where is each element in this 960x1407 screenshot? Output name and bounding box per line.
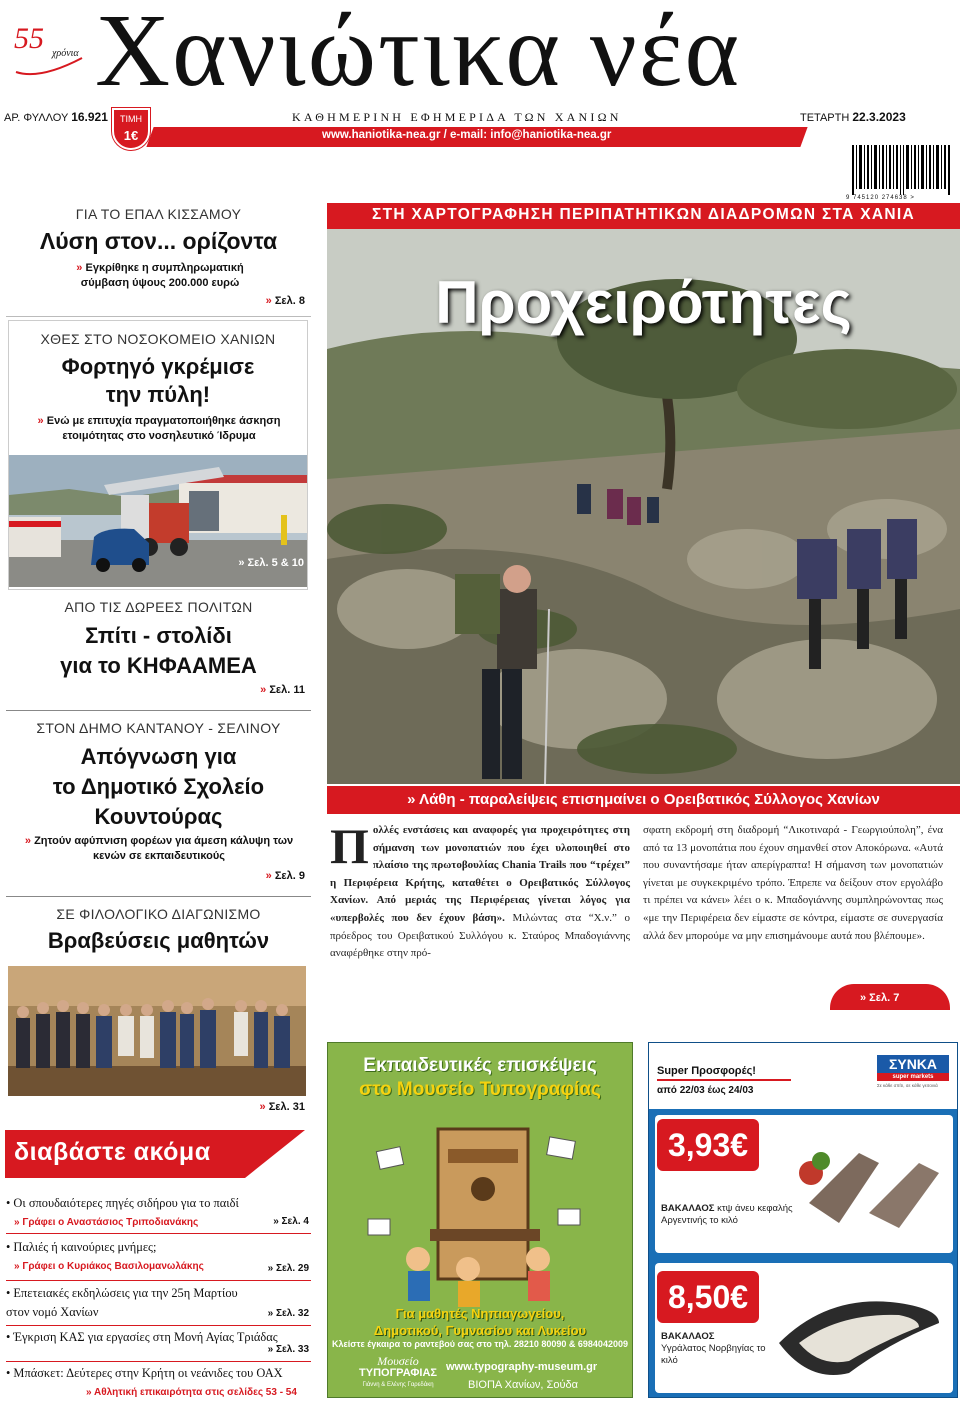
lead-kicker: ΣΤΗ ΧΑΡΤΟΓΡΑΦΗΣΗ ΠΕΡΙΠΑΤΗΤΙΚΩΝ ΔΙΑΔΡΟΜΩΝ ΣΤΑ ΧΑΝΙΑ — [371, 206, 915, 223]
museum-logo: Μουσείο ΤΥΠΟΓΡΑΦΙΑΣ Γιάννη & Ελένης Γαρεδάκη — [359, 1354, 437, 1388]
read-more-item[interactable] — [6, 1364, 311, 1404]
synka-ad-header-rule — [657, 1079, 791, 1081]
read-more-item[interactable] — [6, 1194, 311, 1234]
anniversary-number: 55 — [14, 22, 44, 55]
story-sub: » Εγκρίθηκε η συμπληρωματική σύμβαση ύψους 200.000 ευρώ — [76, 262, 244, 289]
museum-ad-url[interactable]: www.typography-museum.gr — [446, 1361, 598, 1373]
printing-press-illustration — [358, 1109, 604, 1309]
lead-headline[interactable]: Προχειρότητες — [435, 269, 852, 336]
museum-ad-contact: Κλείστε έγκαιρα το ραντεβού σας στο τηλ. 28210 80090 & 6984042009 — [332, 1339, 628, 1349]
synka-ad-dates: από 22/03 έως 24/03 — [657, 1085, 754, 1096]
offer-price: 8,50€ — [657, 1271, 759, 1323]
divider — [6, 316, 311, 317]
students-award-photo — [8, 966, 306, 1096]
story-kicker: ΓΙΑ ΤΟ ΕΠΑΛ ΚΙΣΣΑΜΟΥ — [75, 206, 242, 222]
issue-label: ΑΡ. ΦΥΛΛΟΥ — [4, 112, 69, 124]
lead-dropcap: Π — [330, 818, 369, 874]
issue-date — [800, 110, 906, 124]
read-more-banner-tip — [245, 1130, 305, 1178]
story-headline[interactable]: Λύση στον... ορίζοντα — [39, 228, 278, 254]
read-more-text: • Μπάσκετ: Δεύτερες στην Κρήτη οι νεάνιδες του ΟΑΧ — [6, 1366, 283, 1380]
read-more-page: » Σελ. 32 — [267, 1308, 309, 1319]
museum-ad[interactable] — [327, 1042, 633, 1398]
story-headline[interactable]: Απόγνωση για το Δημοτικό Σχολείο Κουντούρας — [52, 744, 265, 829]
barcode-number: 9 745120 274638 > — [846, 195, 915, 201]
museum-ad-title2: στο Μουσείο Τυπογραφίας — [359, 1079, 601, 1100]
story-sub: » Ζητούν αφύπνιση φορέων για άμεση κάλυψη των κενών σε εκπαιδευτικούς — [24, 835, 294, 862]
lead-text: Μιλώντας στα “Χ.ν.” ο πρόεδρος του Ορειβατικού Συλλόγου κ. Σταύρος Μπαδογιάννης αναφέρθηκε στην πρό- — [330, 911, 631, 960]
read-more-text: • Επετειακές εκδηλώσεις για την 25η Μαρτίου στον νομό Χανίων — [6, 1286, 238, 1319]
read-more-author: » Αθλητική επικαιρότητα στις σελίδες 53 - 54 — [86, 1387, 297, 1398]
read-more-page: » Σελ. 33 — [267, 1344, 309, 1355]
tagline: ΚΑΘΗΜΕΡΙΝΗ ΕΦΗΜΕΡΙΔΑ ΤΩΝ ΧΑΝΙΩΝ — [292, 110, 622, 124]
story-headline[interactable]: Βραβεύσεις μαθητών — [47, 928, 270, 953]
read-more-page: » Σελ. 29 — [267, 1263, 309, 1274]
issue-number — [4, 110, 108, 124]
lead-body-col1 — [330, 818, 631, 963]
read-more-item[interactable] — [6, 1328, 311, 1362]
newspaper-title: Χανιώτικα νέα — [95, 0, 741, 108]
synka-ad-header-title: Super Προσφορές! — [657, 1065, 756, 1077]
issue-value: 16.921 — [71, 110, 108, 124]
page-ref[interactable]: » Σελ. 11 — [260, 684, 305, 696]
anniversary-word: χρόνια — [52, 48, 79, 59]
page-ref[interactable]: » Σελ. 5 & 10 — [238, 557, 304, 569]
museum-ad-location: ΒΙΟΠΑ Χανίων, Σούδα — [468, 1379, 578, 1391]
story-kicker: ΧΘΕΣ ΣΤΟ ΝΟΣΟΚΟΜΕΙΟ ΧΑΝΙΩΝ — [40, 331, 276, 347]
website-email[interactable]: www.haniotika-nea.gr / e-mail: info@haniotika-nea.gr — [322, 129, 612, 141]
price-value: 1€ — [123, 128, 139, 143]
cod-fillet-icon — [799, 1133, 949, 1233]
read-more-item[interactable] — [6, 1238, 311, 1281]
read-more-page: » Σελ. 4 — [273, 1216, 309, 1227]
offer-text: ΒΑΚΑΛΑΟΣ Υγράλατος Νορβηγίας το κιλό — [661, 1331, 766, 1366]
barcode — [850, 145, 954, 195]
lead-subheadline: » Λάθη - παραλείψεις επισημαίνει ο Ορειβατικός Σύλλογος Χανίων — [407, 791, 880, 808]
museum-ad-body: Για μαθητές Νηπιαγωγείου, Δημοτικού, Γυμνασίου και Λυκείου — [373, 1306, 587, 1338]
museum-ad-title1: Εκπαιδευτικές επισκέψεις — [363, 1055, 597, 1076]
anniversary-swoosh — [10, 22, 90, 82]
offer-price: 3,93€ — [657, 1119, 759, 1171]
date-value: 22.3.2023 — [852, 110, 906, 124]
salted-cod-icon — [769, 1283, 949, 1383]
read-more-author: » Γράφει ο Αναστάσιος Τριποδιανάκης — [14, 1217, 199, 1228]
story-sub: » Ενώ με επιτυχία πραγματοποιήθηκε άσκηση ετοιμότητας στο νοσηλευτικό Ίδρυμα — [37, 415, 281, 442]
story-headline[interactable]: Φορτηγό γκρέμισε την πύλη! — [61, 354, 255, 407]
read-more-text: • Παλιές ή καινούριες μνήμες; — [6, 1240, 157, 1254]
read-more-text: • Οι σπουδαιότερες πηγές σιδήρου για το παιδί — [6, 1196, 239, 1210]
story-kicker: ΣΕ ΦΙΛΟΛΟΓΙΚΟ ΔΙΑΓΩΝΙΣΜΟ — [56, 906, 261, 922]
anniversary-logo — [10, 22, 90, 82]
story-kicker: ΑΠΟ ΤΙΣ ΔΩΡΕΕΣ ΠΟΛΙΤΩΝ — [64, 599, 253, 615]
synka-slogan: Σε κάθε σπίτι, σε κάθε γειτονιά — [877, 1083, 938, 1088]
offer-text: ΒΑΚΑΛΑΟΣ κτψ άνευ κεφαλής Αργεντινής το κιλό — [661, 1203, 793, 1226]
weekday: ΤΕΤΑΡΤΗ — [800, 112, 850, 124]
price-badge — [112, 108, 150, 150]
page-ref[interactable]: » Σελ. 9 — [265, 870, 305, 882]
divider — [6, 710, 311, 711]
page-ref[interactable]: » Σελ. 31 — [259, 1101, 305, 1113]
divider — [6, 896, 311, 897]
story-kicker: ΣΤΟΝ ΔΗΜΟ ΚΑΝΤΑΝΟΥ - ΣΕΛΙΝΟΥ — [36, 720, 281, 736]
read-more-author: » Γράφει ο Κυριάκος Βασιλομανωλάκης — [14, 1261, 204, 1272]
read-more-item[interactable] — [6, 1284, 311, 1326]
lead-page-ref[interactable]: » Σελ. 7 — [860, 992, 900, 1004]
read-more-title: διαβάστε ακόμα — [14, 1138, 211, 1166]
lead-intro: ολλές ενστάσεις και αναφορές για προχειρότητες στη σήμανση των μονοπατιών που έχει υλοποιηθεί στο πλαίσιο της πρωτοβουλίας Chania Trails που “τρέχει” η Περιφέρεια Κρήτης, καταθέτει ο Ορειβατικός Σύλλογος Χανίων. Από μεριάς της Περιφέρειας γίνεται λόγος για «υπερβολές που δεν έχουν βάση». — [330, 824, 630, 924]
lead-body-col2: σφατη εκδρομή στη διαδρομή “Λικοτιναρά - Γεωργιούπολη”, ένα από τα 13 μονοπάτια που έχουν σημανθεί στον Αποκόρωνα. «Αυτά που συναντήσαμε ήταν απερίγραπτα! Η σήμανση των μονοπατιών γίνεται με συγκεκριμένο τρόπο. Έπρεπε να δείξουν στον εργολάβο τι πρέπει να κάνει» λέει ο κ. Μπαδογιάννης συμπληρώνοντας πως «με την Περιφέρεια δεν είμαστε σε κόντρα, είμαστε σε συνεργασία αλλά δεν μπορούμε να μην επισημάνουμε αυτά που βλέπουμε». — [643, 824, 943, 942]
story-headline[interactable]: Σπίτι - στολίδι για το ΚΗΦΑΑΜΕΑ — [60, 623, 257, 678]
page-ref[interactable]: » Σελ. 8 — [265, 295, 305, 307]
read-more-text: • Έγκριση ΚΑΣ για εργασίες στη Μονή Αγίας Τριάδας — [6, 1330, 278, 1344]
price-label: ΤΙΜΗ — [120, 114, 142, 124]
synka-logo: ΣΥΝΚΑ super markets — [877, 1055, 949, 1081]
synka-ad[interactable] — [648, 1042, 958, 1398]
